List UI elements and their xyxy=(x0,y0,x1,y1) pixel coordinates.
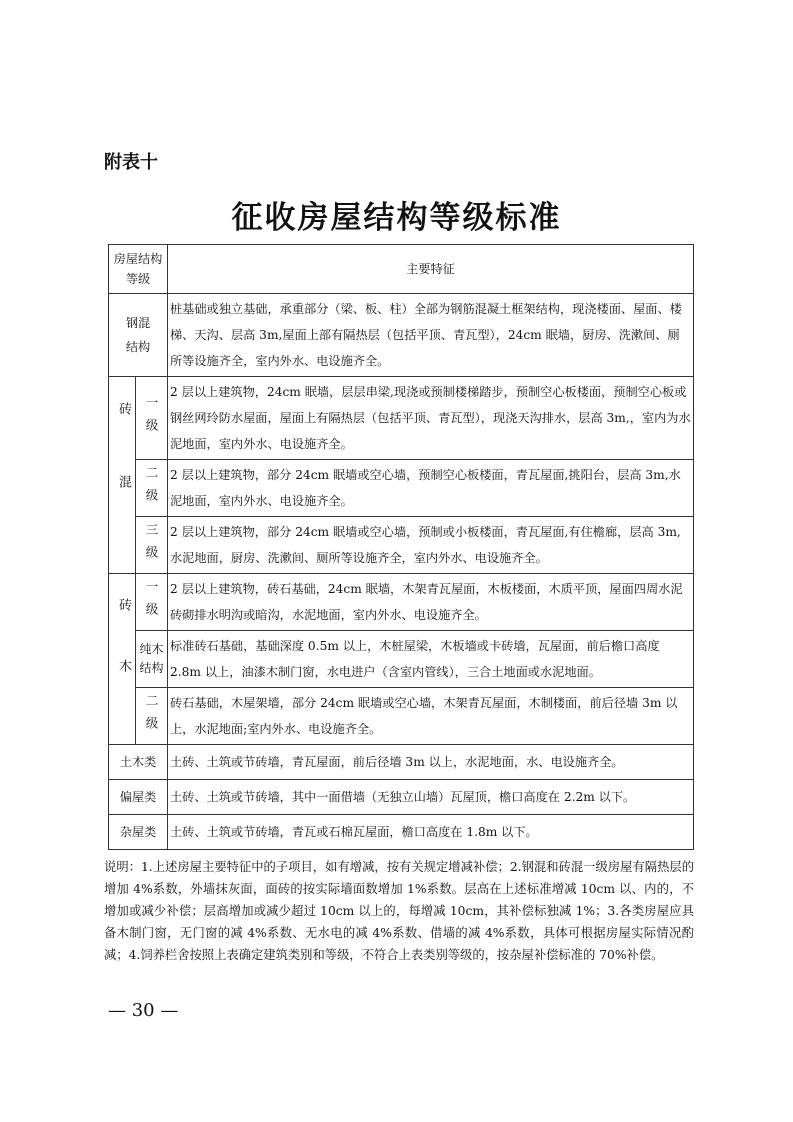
category-cell xyxy=(109,377,136,574)
feature-cell: 土砖、土筑或节砖墙，青瓦或石棉瓦屋面，檐口高度在 1.8m 以下。 xyxy=(168,815,694,850)
header-type-text: 房屋结构等级 xyxy=(113,252,163,286)
grade-label: 二级 xyxy=(144,693,159,739)
header-type xyxy=(109,245,168,294)
table-row xyxy=(109,745,694,780)
grade-label: 一级 xyxy=(144,579,159,625)
feature-cell: 2 层以上建筑物，砖石基础，24cm 眠墙，木架青瓦屋面，木板楼面，木质平顶，屋面四周水泥砖砌排水明沟或暗沟，水泥地面，室内外水、电设施齐全。 xyxy=(168,574,694,631)
table-row xyxy=(109,815,694,850)
structure-grade-table xyxy=(108,244,694,850)
table-row xyxy=(109,631,694,688)
category-ganghun: 钢混结构 xyxy=(125,315,151,354)
category-cell xyxy=(109,574,136,745)
category-tumu: 土木类 xyxy=(109,745,168,780)
explanatory-notes: 说明：1.上述房屋主要特征中的子项目，如有增减，按有关规定增减补偿；2.钢混和砖混一级房屋有隔热层的增加 4%系数，外墙抹灰面，面砖的按实际墙面数增加 1%系数。层高在上述标准增减 10cm 以、内的，不增加或减少补偿；层高增加或减少超过 10cm 以上的，每增减 10cm，其补偿标独减 1%；3.各类房屋应具备木制门窗，无门窗的减 4%系数、无水电的减 4%系数、借墙的减 4%系数，具体可根据房屋实际情况酌减；4.饲养栏舍按照上表确定建筑类别和等级，不符合上表类别等级的，按杂屋补偿标准的 70%补偿。 xyxy=(104,860,694,962)
table-row xyxy=(109,460,694,517)
category-zhuanmu: 砖木 xyxy=(116,598,131,720)
grade-label: 三级 xyxy=(144,522,159,568)
category-pianwu: 偏屋类 xyxy=(109,780,168,815)
table-row xyxy=(109,377,694,460)
grade-label: 二级 xyxy=(144,465,159,511)
grade-cell xyxy=(136,574,168,631)
feature-cell: 土砖、土筑或节砖墙，青瓦屋面，前后径墙 3m 以上，水泥地面，水、电设施齐全。 xyxy=(168,745,694,780)
grade-cell xyxy=(136,517,168,574)
grade-cell xyxy=(136,460,168,517)
feature-cell: 土砖、土筑或节砖墙，其中一面借墙（无独立山墙）瓦屋顶，檐口高度在 2.2m 以下。 xyxy=(168,780,694,815)
page-number: — 30 — xyxy=(108,1000,179,1021)
feature-cell: 标准砖石基础，基础深度 0.5m 以上，木桩屋梁，木板墙或卡砖墙，瓦屋面，前后檐口高度 2.8m 以上，油漆木制门窗，水电进户（含室内管线），三合土地面或水泥地面。 xyxy=(168,631,694,688)
category-zawu: 杂屋类 xyxy=(109,815,168,850)
category-cell xyxy=(109,294,168,377)
table-row xyxy=(109,574,694,631)
grade-cell xyxy=(136,377,168,460)
feature-cell: 桩基础或独立基础，承重部分（梁、板、柱）全部为钢筋混凝土框架结构，现浇楼面、屋面、楼梯、天沟、层高 3m,屋面上部有隔热层（包括平顶、青瓦型），24cm 眠墙，厨房、洗漱间、厕所等设施齐全，室内外水、电设施齐全。 xyxy=(168,294,694,377)
grade-label: 一级 xyxy=(144,395,159,441)
feature-cell: 砖石基础，木屋架墙，部分 24cm 眠墙或空心墙，木架青瓦屋面，木制楼面，前后径墙 3m 以上，水泥地面;室内外水、电设施齐全。 xyxy=(168,688,694,745)
table-row xyxy=(109,780,694,815)
page-title: 征收房屋结构等级标准 xyxy=(231,200,562,236)
feature-cell: 2 层以上建筑物，部分 24cm 眠墙或空心墙，预制或小板楼面，青瓦屋面,有住檐廊，层高 3m,水泥地面，厨房、洗漱间、厕所等设施齐全，室内外水、电设施齐全。 xyxy=(168,517,694,574)
table-row xyxy=(109,517,694,574)
table-row xyxy=(109,294,694,377)
grade-cell xyxy=(136,688,168,745)
category-zhuanhun: 砖混 xyxy=(116,402,131,548)
feature-cell: 2 层以上建筑物，24cm 眠墙，层层串梁,现浇或预制楼梯踏步，预制空心板楼面，预制空心板或钢丝网玲防水屋面，屋面上有隔热层（包括平顶、青瓦型），现浇天沟排水，层高 3m,，室内为水泥地面，室内外水、电设施齐全。 xyxy=(168,377,694,460)
feature-cell: 2 层以上建筑物，部分 24cm 眠墙或空心墙，预制空心板楼面，青瓦屋面,挑阳台，层高 3m,水泥地面，室内外水、电设施齐全。 xyxy=(168,460,694,517)
appendix-label: 附表十 xyxy=(104,152,158,173)
grade-cell xyxy=(136,631,168,688)
grade-label: 纯木结构 xyxy=(139,642,164,675)
table-row xyxy=(109,688,694,745)
table-header-row xyxy=(109,245,694,294)
header-feature: 主要特征 xyxy=(168,245,694,294)
